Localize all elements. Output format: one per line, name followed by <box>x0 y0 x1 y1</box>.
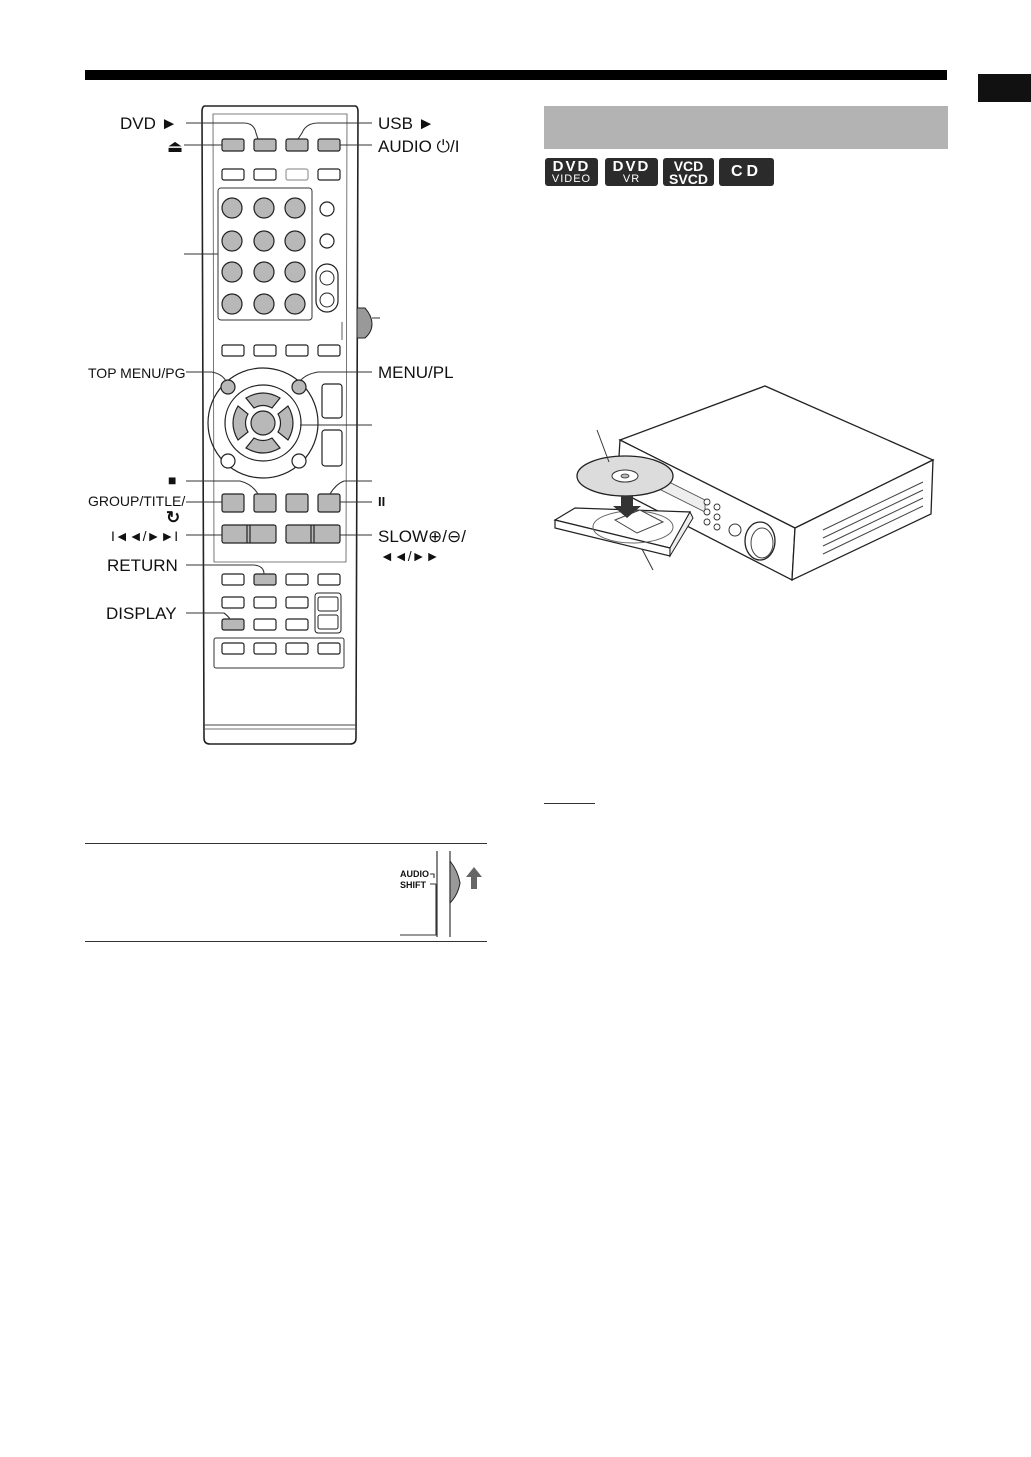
skip-icon: I◄◄/►►I <box>111 528 179 544</box>
label-top-menu: TOP MENU/PG <box>88 365 186 381</box>
section-edge-tab <box>978 74 1031 102</box>
disc-badge-dvd-video: DVD VIDEO <box>545 158 598 186</box>
repeat-icon: ↻ <box>166 508 181 527</box>
label-audio-power: AUDIO ⏻/I <box>378 137 460 156</box>
label-usb-play: USB ► <box>378 114 435 133</box>
eject-icon: ⏏ <box>167 137 184 156</box>
pause-icon: II <box>378 494 386 509</box>
note-box-top-rule <box>85 843 487 844</box>
label-return: RETURN <box>107 556 178 575</box>
search-icon: ◄◄/►► <box>380 548 440 564</box>
note-box-bottom-rule <box>85 941 487 942</box>
stop-icon: ■ <box>168 472 177 488</box>
disc-badge-cd: CD <box>719 158 774 186</box>
disc-loading-illustration <box>545 380 945 585</box>
disc-badge-vcd-svcd: VCD SVCD <box>663 158 714 186</box>
label-dvd-play: DVD ► <box>120 114 178 133</box>
label-group-title: GROUP/TITLE/ <box>88 493 186 509</box>
label-audio: AUDIO <box>400 869 429 879</box>
label-display: DISPLAY <box>106 604 177 623</box>
audio-shift-diagram <box>396 845 486 941</box>
label-slow: SLOW⊕/⊖/ <box>378 527 466 546</box>
label-menu-pl: MENU/PL <box>378 363 454 382</box>
label-shift: SHIFT <box>400 880 426 890</box>
section-heading-bar <box>544 106 948 149</box>
disc-badge-dvd-vr: DVD VR <box>605 158 658 186</box>
note-heading-underline <box>544 803 595 804</box>
